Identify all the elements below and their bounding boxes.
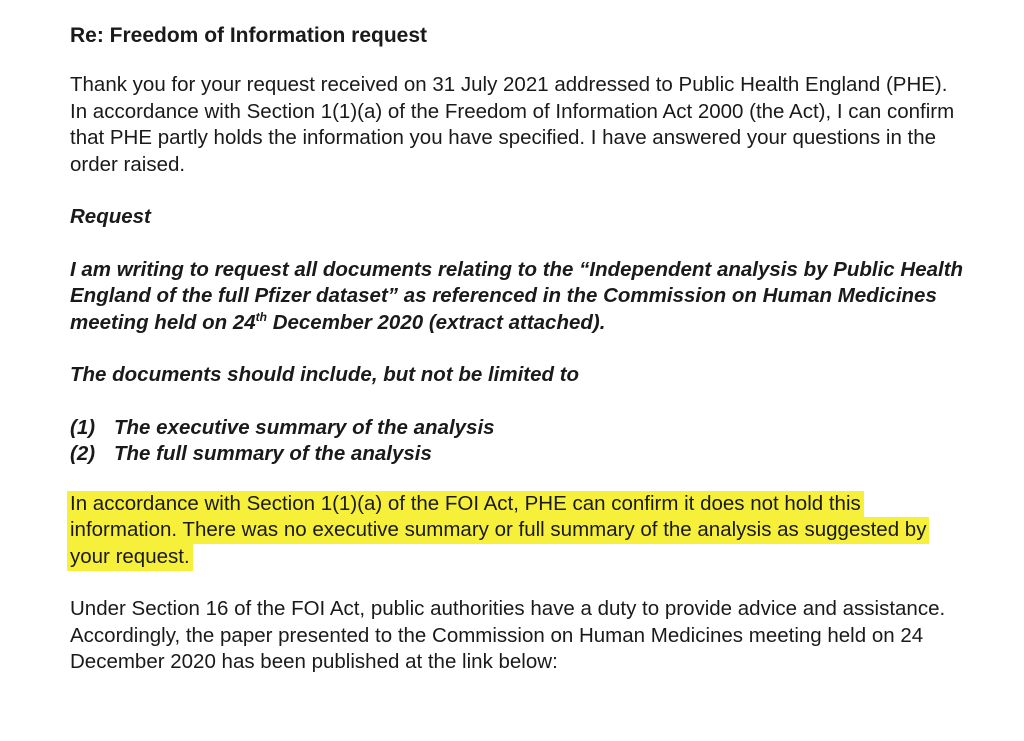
highlighted-response-text: In accordance with Section 1(1)(a) of the FOI Act, PHE can confirm it does not hold this information. There was no executive summary or full summary of the analysis as suggested by your request. <box>67 491 929 571</box>
section16-paragraph: Under Section 16 of the FOI Act, public authorities have a duty to provide advice and assistance. Accordingly, the paper presented to the Commission on Human Medicines meeting held on 24 December 2020 has been published at the link below: <box>70 597 946 673</box>
documents-intro: The documents should include, but not be limited to <box>70 363 580 386</box>
list-item-number: (2) <box>70 441 96 465</box>
list-item-text: The executive summary of the analysis <box>114 415 495 439</box>
list-item-number: (1) <box>70 415 96 439</box>
list-item-text: The full summary of the analysis <box>114 441 432 465</box>
letter-subject: Re: Freedom of Information request <box>70 24 428 47</box>
list-item <box>70 441 970 467</box>
ordinal-suffix: th <box>255 309 267 324</box>
request-text-part1: I am writing to request all documents relating to the “Independent analysis by Public Health England of the full Pfizer dataset” as referenced in the Commission on Human Medicines meeting held on 24 <box>70 257 964 334</box>
letter-document <box>70 22 970 702</box>
highlighted-response-paragraph <box>70 491 970 571</box>
request-text-part2: December 2020 (extract attached). <box>267 310 606 334</box>
request-paragraph <box>70 257 970 337</box>
list-item <box>70 415 970 441</box>
documents-list <box>70 415 970 467</box>
request-heading: Request <box>70 205 151 228</box>
intro-paragraph: Thank you for your request received on 31 July 2021 addressed to Public Health England (PHE). In accordance with Section 1(1)(a) of the Freedom of Information Act 2000 (the Act), I can confirm that PHE partly holds the information you have specified. I have answered your questions in the order raised. <box>70 73 955 176</box>
